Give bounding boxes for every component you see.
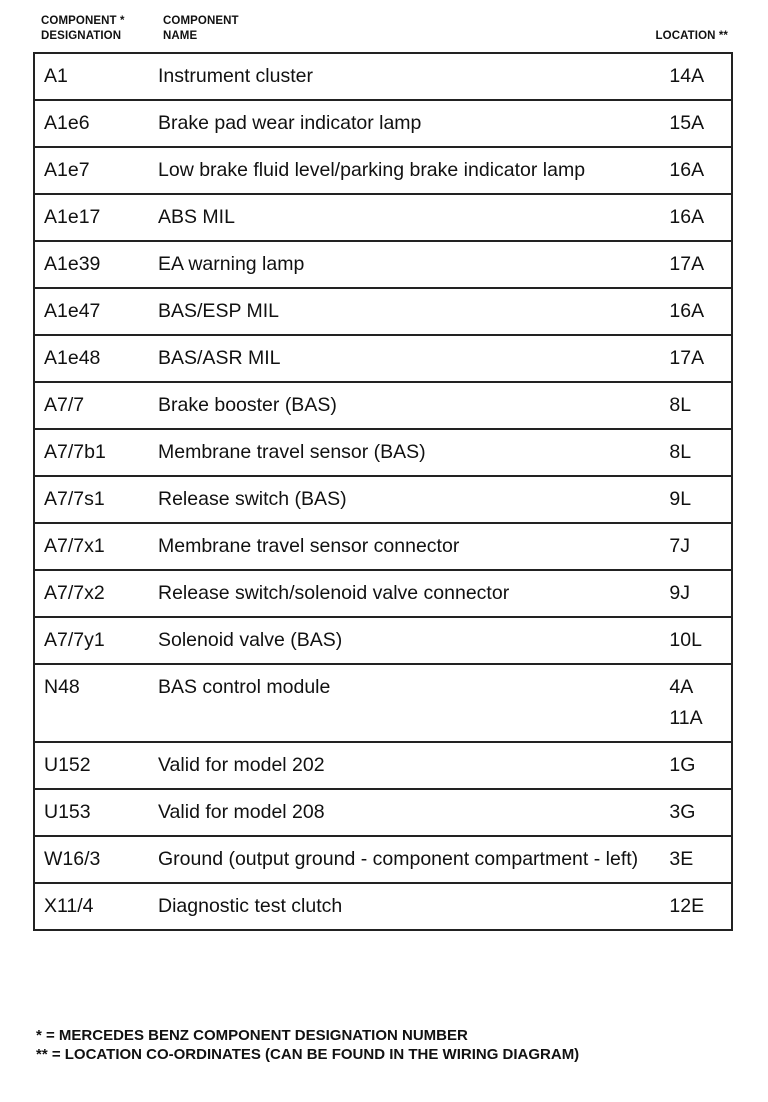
table-row [34, 241, 732, 288]
designation-cell: W16/3 [34, 836, 151, 883]
designation-cell: A7/7x2 [34, 570, 151, 617]
location-value: 8L [669, 441, 692, 463]
location-value: 12E [669, 895, 705, 917]
table-row [34, 523, 732, 570]
component-name-cell: Release switch/solenoid valve connector [151, 570, 662, 617]
component-table-body [34, 53, 732, 930]
component-name-cell: ABS MIL [151, 194, 662, 241]
location-value: 16A [669, 300, 705, 322]
location-cell [662, 335, 732, 382]
table-row [34, 570, 732, 617]
component-name-cell: Brake booster (BAS) [151, 382, 662, 429]
table-row [34, 100, 732, 147]
table-row [34, 476, 732, 523]
header-designation [41, 14, 125, 44]
location-value: 16A [669, 159, 705, 181]
table-row [34, 288, 732, 335]
location-cell [662, 742, 732, 789]
location-value: 9L [669, 488, 692, 510]
location-cell [662, 241, 732, 288]
header-location-label: LOCATION ** [655, 30, 728, 42]
component-table [33, 52, 733, 931]
footnote-designation: * = MERCEDES BENZ COMPONENT DESIGNATION NUMBER [36, 1027, 468, 1044]
table-row [34, 335, 732, 382]
table-row [34, 53, 732, 100]
designation-cell: U153 [34, 789, 151, 836]
location-cell [662, 664, 732, 742]
header-designation-line2: DESIGNATION [41, 30, 122, 42]
location-value: 15A [669, 112, 705, 134]
location-cell [662, 429, 732, 476]
location-value: 14A [669, 65, 705, 87]
header-location [656, 29, 728, 44]
location-cell [662, 476, 732, 523]
component-name-cell: Valid for model 202 [151, 742, 662, 789]
location-value: 8L [669, 394, 692, 416]
table-row [34, 382, 732, 429]
location-cell [662, 617, 732, 664]
table-row [34, 194, 732, 241]
location-cell [662, 789, 732, 836]
location-value: 3G [669, 801, 696, 823]
designation-cell: A1e17 [34, 194, 151, 241]
location-value: 11A [669, 707, 703, 729]
location-value: 10L [669, 629, 702, 651]
component-name-cell: Low brake fluid level/parking brake indicator lamp [151, 147, 662, 194]
table-row [34, 429, 732, 476]
location-cell [662, 836, 732, 883]
component-name-cell: Valid for model 208 [151, 789, 662, 836]
location-value: 16A [669, 206, 705, 228]
location-cell [662, 194, 732, 241]
table-row [34, 617, 732, 664]
location-value: 9J [669, 582, 690, 604]
table-row [34, 836, 732, 883]
location-value: 17A [669, 347, 705, 369]
component-name-cell: BAS/ESP MIL [151, 288, 662, 335]
header-name [163, 14, 239, 44]
location-cell [662, 288, 732, 335]
component-name-cell: Solenoid valve (BAS) [151, 617, 662, 664]
designation-cell: A1 [34, 53, 151, 100]
footnote-location: ** = LOCATION CO-ORDINATES (CAN BE FOUND IN THE WIRING DIAGRAM) [36, 1046, 580, 1063]
component-name-cell: Ground (output ground - component compartment - left) [151, 836, 662, 883]
table-row [34, 147, 732, 194]
designation-cell: A1e48 [34, 335, 151, 382]
location-cell [662, 53, 732, 100]
designation-cell: A7/7y1 [34, 617, 151, 664]
designation-cell: N48 [34, 664, 151, 742]
header-name-line2: NAME [163, 30, 198, 42]
location-cell [662, 147, 732, 194]
component-name-cell: BAS/ASR MIL [151, 335, 662, 382]
table-row [34, 742, 732, 789]
header-name-line1: COMPONENT [163, 15, 239, 27]
table-row [34, 883, 732, 930]
designation-cell: U152 [34, 742, 151, 789]
component-name-cell: BAS control module [151, 664, 662, 742]
component-name-cell: EA warning lamp [151, 241, 662, 288]
component-name-cell: Instrument cluster [151, 53, 662, 100]
table-row [34, 789, 732, 836]
table-row [34, 664, 732, 742]
location-value: 1G [669, 754, 696, 776]
location-cell [662, 883, 732, 930]
location-value: 17A [669, 253, 705, 275]
location-value: 3E [669, 848, 694, 870]
designation-cell: A1e47 [34, 288, 151, 335]
component-name-cell: Membrane travel sensor (BAS) [151, 429, 662, 476]
designation-cell: A1e39 [34, 241, 151, 288]
location-cell [662, 523, 732, 570]
component-name-cell: Brake pad wear indicator lamp [151, 100, 662, 147]
designation-cell: A7/7 [34, 382, 151, 429]
component-name-cell: Release switch (BAS) [151, 476, 662, 523]
designation-cell: A7/7s1 [34, 476, 151, 523]
location-cell [662, 100, 732, 147]
designation-cell: A7/7b1 [34, 429, 151, 476]
designation-cell: X11/4 [34, 883, 151, 930]
designation-cell: A1e6 [34, 100, 151, 147]
designation-cell: A7/7x1 [34, 523, 151, 570]
header-designation-line1: COMPONENT * [41, 15, 125, 27]
designation-cell: A1e7 [34, 147, 151, 194]
location-value: 4A [669, 676, 694, 698]
component-name-cell: Membrane travel sensor connector [151, 523, 662, 570]
location-value: 7J [669, 535, 690, 557]
location-cell [662, 382, 732, 429]
location-cell [662, 570, 732, 617]
component-name-cell: Diagnostic test clutch [151, 883, 662, 930]
